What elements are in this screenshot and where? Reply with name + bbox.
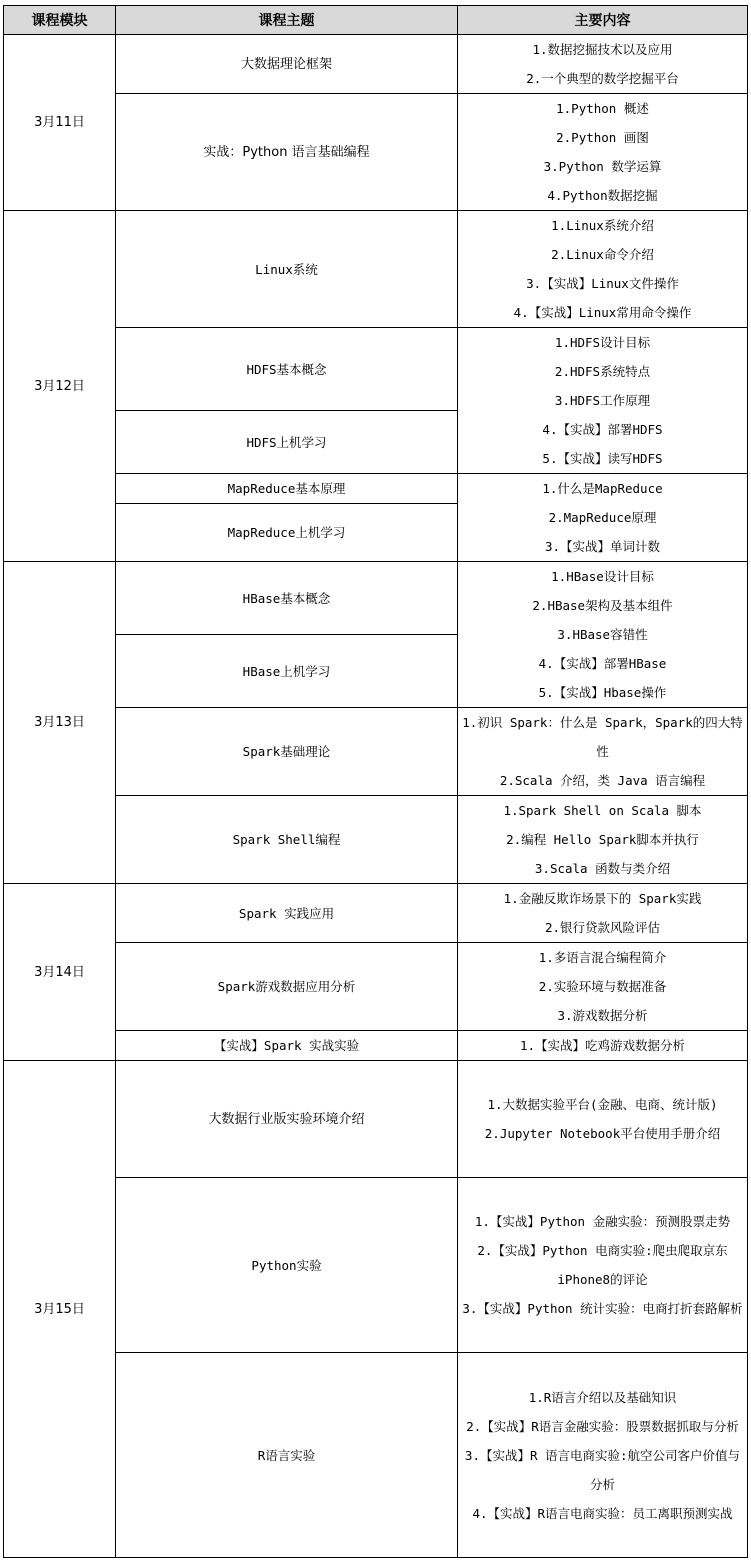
content-line: 1.HDFS设计目标: [554, 335, 651, 350]
content-line: 3.【实战】Python 统计实验：电商打折套路解析: [462, 1301, 743, 1316]
topic-cell: 实战：Python 语言基础编程: [116, 94, 458, 211]
course-schedule-table: [3, 5, 748, 1558]
content-line: 2.一个典型的数学挖掘平台: [526, 71, 679, 86]
topic-cell: 大数据行业版实验环境介绍: [116, 1061, 458, 1178]
content-line: 1.【实战】吃鸡游戏数据分析: [519, 1038, 686, 1053]
content-cell: [458, 562, 748, 708]
topic-cell: Linux系统: [116, 211, 458, 328]
content-line: 3.HDFS工作原理: [554, 393, 651, 408]
content-cell: [458, 943, 748, 1031]
content-line: 1.大数据实验平台(金融、电商、统计版): [487, 1097, 718, 1112]
content-cell: [458, 94, 748, 211]
table-row: [4, 94, 748, 211]
table-header-row: [4, 6, 748, 35]
content-cell: [458, 796, 748, 884]
topic-cell: MapReduce上机学习: [116, 504, 458, 562]
topic-cell: Python实验: [116, 1178, 458, 1353]
content-line: 4.【实战】R语言电商实验：员工离职预测实战: [472, 1505, 733, 1521]
content-line: 1.Python 概述: [556, 101, 649, 116]
content-line: 2.Scala 介绍，类 Java 语言编程: [499, 773, 706, 788]
content-line: 2.HDFS系统特点: [554, 364, 651, 379]
table-row: [4, 474, 748, 504]
topic-cell: HBase上机学习: [116, 635, 458, 708]
content-line: 3.【实战】Linux文件操作: [526, 276, 679, 291]
content-line: 3.【实战】R 语言电商实验:航空公司客户价值与分析: [464, 1447, 741, 1492]
content-line: 1.HBase设计目标: [551, 569, 654, 584]
header-content: 主要内容: [458, 6, 748, 35]
content-cell: [458, 1178, 748, 1353]
content-cell: [458, 884, 748, 943]
content-line: 1.数据挖掘技术以及应用: [532, 42, 673, 57]
topic-cell: R语言实验: [116, 1353, 458, 1558]
day-cell: 3月12日: [4, 211, 116, 562]
table-row: [4, 884, 748, 943]
content-line: 3.Python 数学运算: [543, 159, 662, 174]
day-cell: 3月14日: [4, 884, 116, 1061]
content-line: 2.实验环境与数据准备: [538, 979, 667, 994]
content-cell: [458, 474, 748, 562]
content-line: 2.【实战】Python 电商实验:爬虫爬取京东iPhone8的评论: [477, 1243, 728, 1287]
day-cell: 3月11日: [4, 35, 116, 211]
table-row: [4, 796, 748, 884]
topic-cell: HDFS上机学习: [116, 411, 458, 474]
topic-cell: 【实战】Spark 实战实验: [116, 1031, 458, 1061]
content-line: 1.什么是MapReduce: [542, 481, 663, 496]
topic-cell: HDFS基本概念: [116, 328, 458, 411]
topic-cell: MapReduce基本原理: [116, 474, 458, 504]
header-topic: 课程主题: [116, 6, 458, 35]
content-cell: [458, 35, 748, 94]
day-cell: 3月13日: [4, 562, 116, 884]
table-row: [4, 1031, 748, 1061]
topic-cell: Spark 实践应用: [116, 884, 458, 943]
content-line: 5.【实战】读写HDFS: [542, 451, 663, 466]
table-row: [4, 1353, 748, 1558]
content-cell: [458, 1353, 748, 1558]
content-line: 2.Python 画图: [556, 130, 649, 145]
table-row: [4, 708, 748, 796]
content-cell: [458, 1031, 748, 1061]
table-row: [4, 943, 748, 1031]
topic-cell: Spark基础理论: [116, 708, 458, 796]
content-line: 1.多语言混合编程简介: [538, 950, 667, 965]
content-line: 3.游戏数据分析: [557, 1008, 648, 1023]
content-line: 1.Spark Shell on Scala 脚本: [503, 803, 702, 818]
content-line: 3.【实战】单词计数: [544, 539, 661, 554]
table-row: [4, 1061, 748, 1178]
topic-cell: HBase基本概念: [116, 562, 458, 635]
content-line: 1.R语言介绍以及基础知识: [528, 1389, 677, 1405]
content-line: 3.HBase容错性: [557, 627, 648, 642]
content-line: 1.金融反欺诈场景下的 Spark实践: [503, 891, 702, 906]
table-row: [4, 211, 748, 328]
day-cell: 3月15日: [4, 1061, 116, 1558]
table-row: [4, 35, 748, 94]
content-line: 2.MapReduce原理: [548, 510, 657, 525]
topic-cell: Spark游戏数据应用分析: [116, 943, 458, 1031]
header-module: 课程模块: [4, 6, 116, 35]
content-line: 2.HBase架构及基本组件: [532, 598, 673, 613]
content-cell: [458, 708, 748, 796]
table-row: [4, 1178, 748, 1353]
content-line: 4.【实战】部署HDFS: [542, 422, 663, 437]
content-line: 3.Scala 函数与类介绍: [534, 861, 671, 876]
topic-cell: Spark Shell编程: [116, 796, 458, 884]
content-line: 2.Jupyter Notebook平台使用手册介绍: [484, 1126, 721, 1141]
topic-cell: 大数据理论框架: [116, 35, 458, 94]
content-line: 2.银行贷款风险评估: [544, 920, 661, 935]
content-line: 2.编程 Hello Spark脚本并执行: [506, 832, 699, 847]
content-line: 1.Linux系统介绍: [551, 218, 654, 233]
content-line: 2.【实战】R语言金融实验：股票数据抓取与分析: [466, 1418, 739, 1434]
content-line: 5.【实战】Hbase操作: [538, 685, 667, 700]
content-line: 1.初识 Spark：什么是 Spark，Spark的四大特性: [462, 715, 743, 759]
content-line: 4.【实战】部署HBase: [538, 656, 667, 671]
content-line: 4.【实战】Linux常用命令操作: [513, 305, 692, 320]
content-cell: [458, 211, 748, 328]
table-row: [4, 328, 748, 411]
table-row: [4, 562, 748, 635]
content-line: 4.Python数据挖掘: [547, 188, 658, 203]
content-cell: [458, 328, 748, 474]
content-line: 1.【实战】Python 金融实验：预测股票走势: [474, 1214, 731, 1229]
content-cell: [458, 1061, 748, 1178]
content-line: 2.Linux命令介绍: [551, 247, 654, 262]
